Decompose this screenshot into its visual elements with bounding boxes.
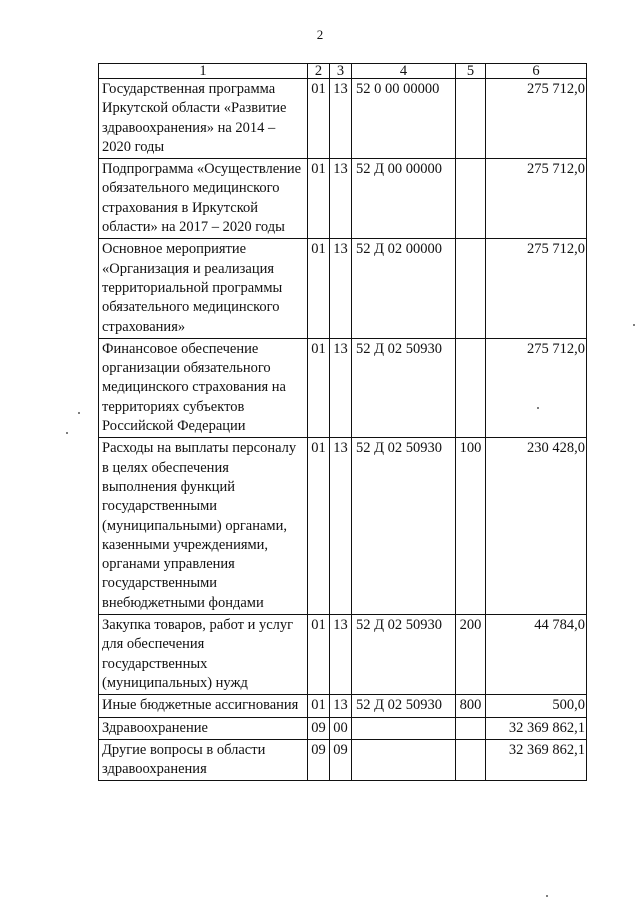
row-subsection: 13 xyxy=(330,438,352,615)
row-name: Государственная программа Иркутской области «Развитие здравоохранения» на 2014 – 2020 годы xyxy=(99,79,308,159)
table-row xyxy=(99,438,587,615)
row-subsection: 13 xyxy=(330,615,352,695)
row-section: 01 xyxy=(308,159,330,239)
row-name: Расходы на выплаты персоналу в целях обеспечения выполнения функций государственными (муниципальными) органами, казенными учреждениями, органами управления государственными внебюджетными фондами xyxy=(99,438,308,615)
row-section: 01 xyxy=(308,438,330,615)
row-subsection: 00 xyxy=(330,717,352,739)
scan-speck xyxy=(66,432,68,434)
row-section: 01 xyxy=(308,239,330,338)
row-expense-type xyxy=(456,717,486,739)
table-row xyxy=(99,717,587,739)
table-row xyxy=(99,615,587,695)
row-target-code: 52 Д 00 00000 xyxy=(352,159,456,239)
row-name: Другие вопросы в области здравоохранения xyxy=(99,739,308,781)
row-expense-type: 100 xyxy=(456,438,486,615)
row-target-code: 52 Д 02 50930 xyxy=(352,615,456,695)
row-expense-type: 800 xyxy=(456,695,486,717)
row-name: Иные бюджетные ассигнования xyxy=(99,695,308,717)
row-subsection: 13 xyxy=(330,338,352,437)
row-amount: 32 369 862,1 xyxy=(486,739,587,781)
row-subsection: 13 xyxy=(330,79,352,159)
header-col-4: 4 xyxy=(352,64,456,79)
row-amount: 230 428,0 xyxy=(486,438,587,615)
row-subsection: 13 xyxy=(330,695,352,717)
row-amount: 500,0 xyxy=(486,695,587,717)
table-row xyxy=(99,739,587,781)
row-section: 01 xyxy=(308,695,330,717)
row-section: 09 xyxy=(308,717,330,739)
header-col-2: 2 xyxy=(308,64,330,79)
header-col-3: 3 xyxy=(330,64,352,79)
row-target-code: 52 0 00 00000 xyxy=(352,79,456,159)
scan-speck xyxy=(546,895,548,897)
row-target-code: 52 Д 02 50930 xyxy=(352,338,456,437)
row-amount: 275 712,0 xyxy=(486,79,587,159)
row-section: 01 xyxy=(308,338,330,437)
page-number: 2 xyxy=(316,27,324,42)
row-target-code: 52 Д 02 50930 xyxy=(352,438,456,615)
table-row xyxy=(99,338,587,437)
row-subsection: 13 xyxy=(330,239,352,338)
header-row xyxy=(99,64,587,79)
row-target-code: 52 Д 02 50930 xyxy=(352,695,456,717)
scan-speck xyxy=(78,412,80,414)
row-subsection: 13 xyxy=(330,159,352,239)
table-row xyxy=(99,695,587,717)
header-col-1: 1 xyxy=(99,64,308,79)
row-name: Финансовое обеспечение организации обязательного медицинского страхования на территориях субъектов Российской Федерации xyxy=(99,338,308,437)
row-name: Подпрограмма «Осуществление обязательного медицинского страхования в Иркутской области» на 2017 – 2020 годы xyxy=(99,159,308,239)
scan-speck xyxy=(633,324,635,326)
row-section: 01 xyxy=(308,79,330,159)
row-target-code: 52 Д 02 00000 xyxy=(352,239,456,338)
header-col-6: 6 xyxy=(486,64,587,79)
row-expense-type xyxy=(456,739,486,781)
header-col-5: 5 xyxy=(456,64,486,79)
row-section: 09 xyxy=(308,739,330,781)
scan-speck xyxy=(537,407,539,409)
row-name: Здравоохранение xyxy=(99,717,308,739)
row-amount: 275 712,0 xyxy=(486,239,587,338)
row-amount: 275 712,0 xyxy=(486,338,587,437)
row-expense-type xyxy=(456,159,486,239)
row-expense-type xyxy=(456,338,486,437)
table-row xyxy=(99,239,587,338)
budget-table xyxy=(98,63,587,781)
row-amount: 32 369 862,1 xyxy=(486,717,587,739)
row-subsection: 09 xyxy=(330,739,352,781)
row-expense-type: 200 xyxy=(456,615,486,695)
row-section: 01 xyxy=(308,615,330,695)
row-name: Основное мероприятие «Организация и реализация территориальной программы обязательного медицинского страхования» xyxy=(99,239,308,338)
table-row xyxy=(99,159,587,239)
row-expense-type xyxy=(456,239,486,338)
table-row xyxy=(99,79,587,159)
row-amount: 275 712,0 xyxy=(486,159,587,239)
row-amount: 44 784,0 xyxy=(486,615,587,695)
row-expense-type xyxy=(456,79,486,159)
row-target-code xyxy=(352,739,456,781)
row-name: Закупка товаров, работ и услуг для обеспечения государственных (муниципальных) нужд xyxy=(99,615,308,695)
row-target-code xyxy=(352,717,456,739)
